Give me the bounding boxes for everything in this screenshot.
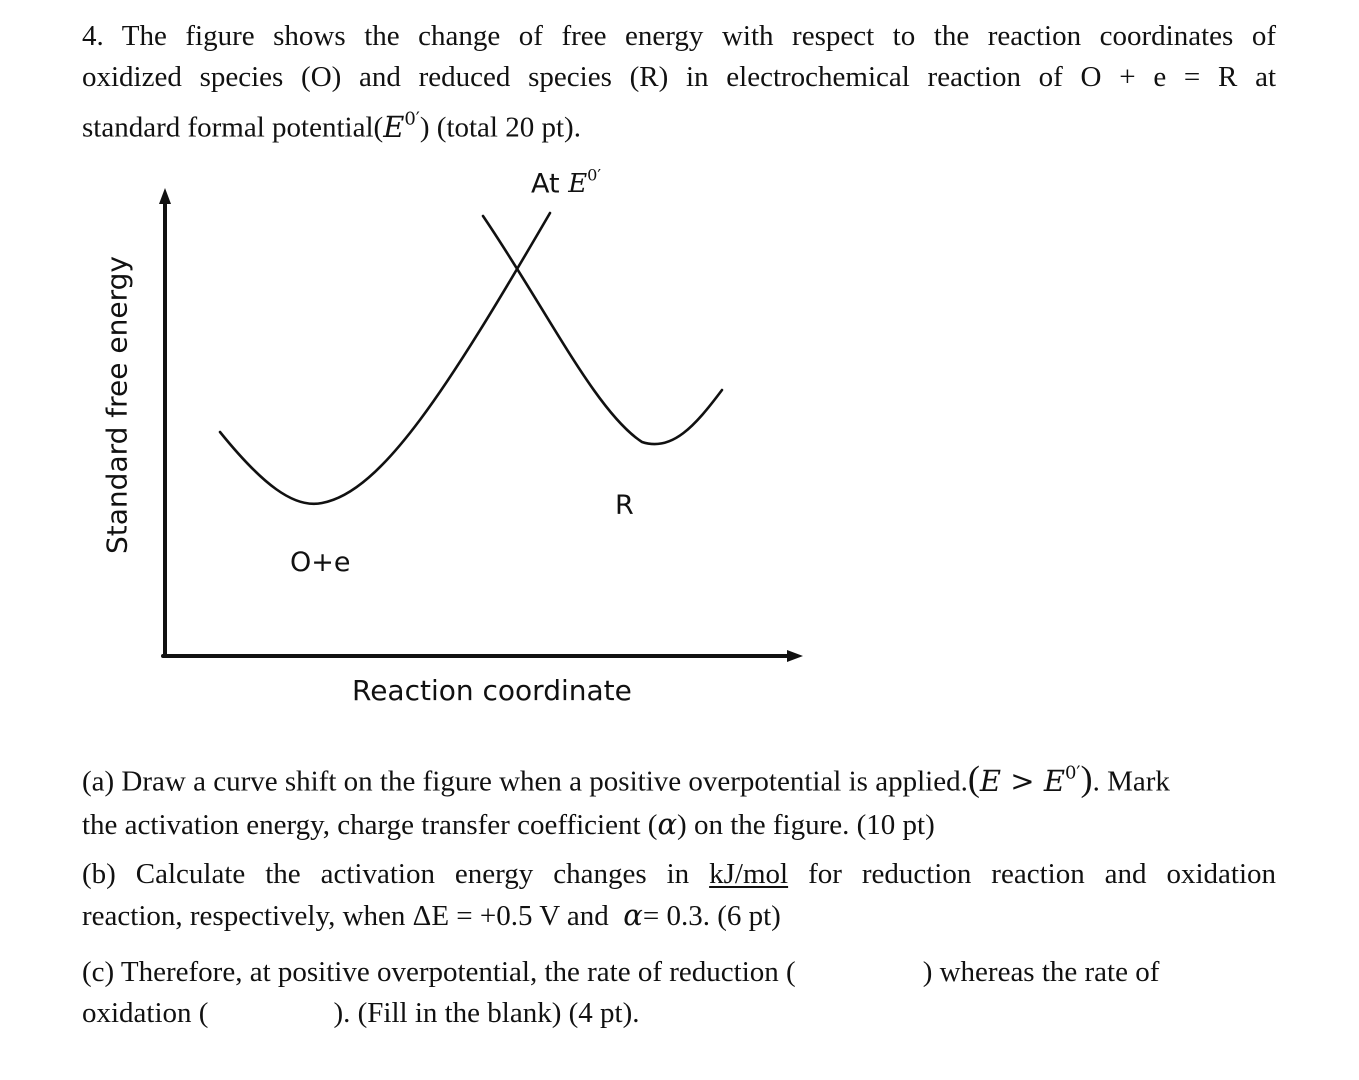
part-c (82, 952, 1276, 1034)
e-superscript: 0′ (404, 108, 420, 129)
question-number: 4. (82, 20, 104, 52)
intro-text-3b: ) (total 20 pt). (419, 111, 581, 144)
reactant-free-energy-curve (220, 213, 550, 504)
x-axis-label: Reaction coordinate (352, 674, 632, 707)
part-b-text-2b: = 0.3. (6 pt) (642, 900, 781, 932)
part-c-text-2a: oxidation ( (82, 997, 209, 1029)
potential-annotation-symbol (568, 166, 602, 200)
part-a-text-2b: ) on the figure. (10 pt) (677, 808, 935, 841)
part-a-line-1: (a) Draw a curve shift on the figure when a positive overpotential is applied.(E > $E^{0'}$). Mark (82, 758, 1170, 799)
e-symbol: E (383, 109, 405, 144)
part-c-text-1a: (c) Therefore, at positive overpotential, the rate of reduction ( (82, 956, 796, 988)
part-b-text-1b: for reduction reaction and oxidation (808, 858, 1277, 890)
part-b-line-2 (82, 895, 1276, 937)
intro-line-2: oxidized species (O) and reduced species (R) in electrochemical reaction of O + e = R at (82, 61, 1276, 93)
part-a-text-1a: (a) Draw a curve shift on the figure when a positive overpotential is applied. (82, 765, 968, 798)
part-a (82, 752, 1276, 846)
y-axis-label: Standard free energy (100, 256, 134, 554)
alpha-symbol: α (623, 898, 643, 932)
e-symbol: E (1043, 763, 1065, 798)
intro-text-3a: standard formal potential( (82, 111, 384, 144)
part-a-text-1b: . Mark (1092, 765, 1170, 798)
part-c-text-1b: ) whereas the rate of (922, 956, 1160, 988)
part-c-text-2b: ). (Fill in the blank) (4 pt). (333, 997, 640, 1029)
energy-unit: kJ/mol (709, 858, 789, 890)
e-symbol: E (979, 763, 1002, 798)
e-symbol: E (568, 169, 588, 200)
y-axis-arrowhead (159, 188, 171, 204)
potential-annotation (531, 166, 601, 199)
greater-than-symbol: > (1010, 763, 1035, 798)
part-b-text-1a: (b) Calculate the activation energy changes in (82, 858, 690, 890)
intro-text-1: The figure shows the change of free energy with respect to the reaction coordinates of (121, 20, 1276, 52)
part-a-text-2a: the activation energy, charge transfer coefficient ( (82, 808, 658, 841)
reactant-label: O+e (290, 547, 351, 578)
e-superscript: 0′ (587, 166, 602, 185)
part-b-text-2a: reaction, respectively, when ΔE = +0.5 V and (82, 900, 609, 932)
part-c-line-1 (82, 952, 1276, 993)
part-b-line-1 (82, 854, 1276, 895)
part-c-line-2 (82, 993, 1276, 1034)
part-b (82, 854, 1276, 937)
x-axis-arrowhead (787, 650, 803, 662)
alpha-symbol: α (657, 806, 678, 841)
e-superscript: 0′ (1065, 762, 1081, 783)
product-free-energy-curve (483, 216, 722, 444)
product-label: R (615, 490, 634, 521)
overpotential-condition (980, 764, 1081, 798)
potential-annotation-prefix: At (531, 168, 560, 200)
part-a-line-2 (82, 803, 1276, 846)
